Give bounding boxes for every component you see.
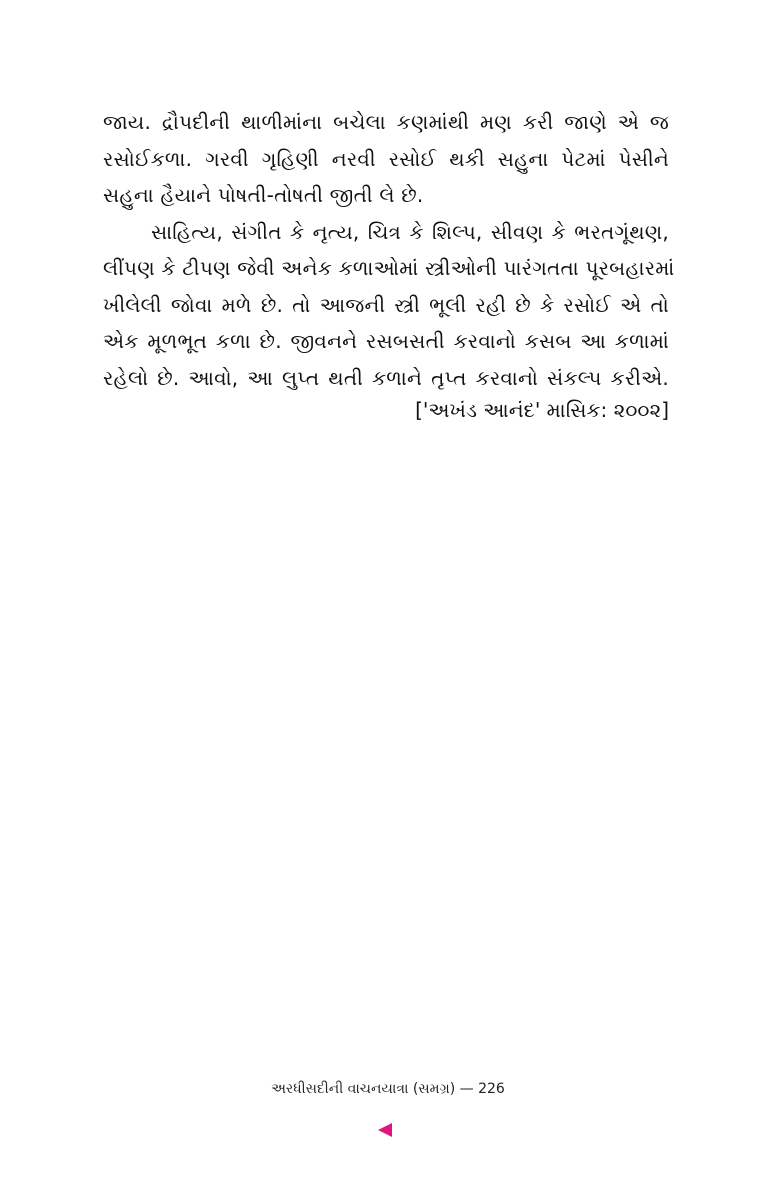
text-line: ખીલેલી જોવા મળે છે. તો આજની સ્ત્રી ભૂલી રહી છે કે રસોઈ એ તો [103, 292, 669, 317]
text-line: સહુના હૈયાને પોષતી-તોષતી જીતી લે છે. [103, 183, 424, 207]
text-line: રહેલો છે. આવો, આ લુપ્ત થતી કળાને તૃપ્ત કરવાનો સંકલ્પ કરીએ. [103, 365, 669, 390]
text-line: એક મૂળભૂત કળા છે. જીવનને રસબસતી કરવાનો કસબ આ કળામાં [103, 329, 669, 353]
source-citation: ['અખંડ આનંદ' માસિક: ૨૦૦૨] [415, 398, 669, 422]
text-line: લીંપણ કે ટીપણ જેવી અનેક કળાઓમાં સ્ત્રીઓની પારંગતતા પૂરબહારમાં [103, 256, 675, 280]
text-line: રસોઈકળા. ગરવી ગૃહિણી નરવી રસોઈ થકી સહુના પેટમાં પેસીને [103, 146, 669, 171]
paragraph-1 [103, 104, 669, 214]
text-line: જાય. દ્રૌપદીની થાળીમાંના બચેલા કણમાંથી મણ કરી જાણે એ જ [103, 110, 669, 134]
previous-page-icon[interactable] [378, 1123, 392, 1137]
paragraph-2 [103, 214, 675, 397]
page-footer: અરધીસદીની વાચનયાત્રા (સમગ્ર) — 226 [271, 1081, 505, 1097]
text-line: સાહિત્ય, સંગીત કે નૃત્ય, ચિત્ર કે શિલ્પ, સીવણ કે ભરતગૂંથણ, [151, 219, 669, 244]
body-text [103, 104, 675, 396]
